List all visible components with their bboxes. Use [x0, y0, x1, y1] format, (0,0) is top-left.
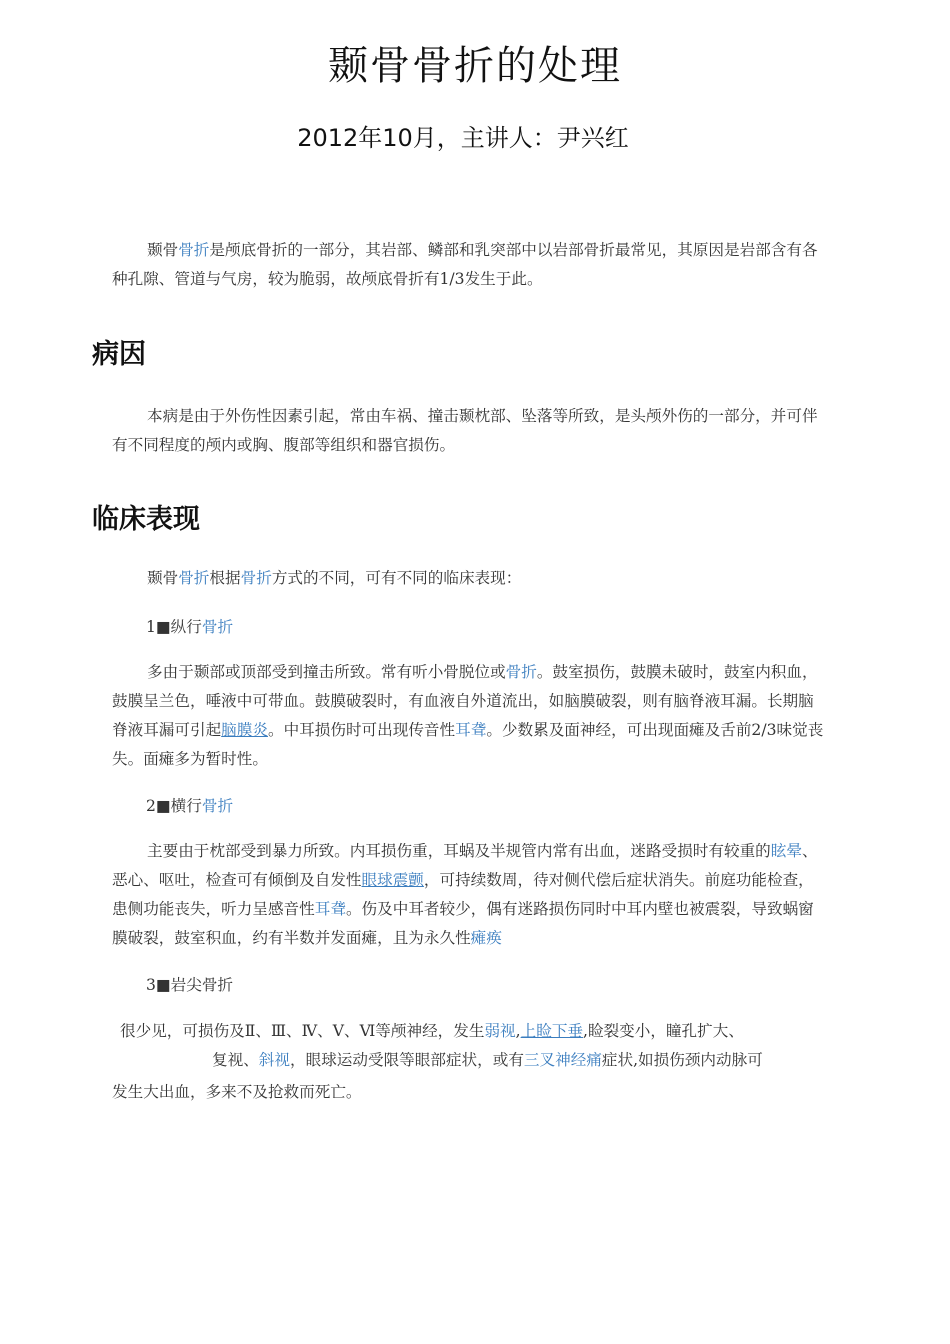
- paragraph-text: 主要由于枕部受到暴力所致。内耳损伤重，耳蜗及半规管内常有出血，迷路受损时有较重的: [147, 842, 771, 860]
- paragraph-text: ，可持续数周，待对侧代偿后症状消失。前庭功能检查，患侧功能丧失，听力呈感音性: [112, 871, 814, 918]
- paragraph-text: 、恶心、呕吐，检查可有倾倒及自发性: [112, 842, 818, 889]
- clinical-intro-text: 方式的不同，可有不同的临床表现：: [271, 569, 522, 587]
- link-fracture[interactable]: 骨折: [201, 797, 234, 815]
- paragraph-text: 多由于颞部或顶部受到撞击所致。常有听小骨脱位或: [147, 663, 506, 681]
- paragraph-text: 。少数累及面神经，可出现面瘫及舌前2/3味觉丧失。面瘫多为暂时性。: [112, 721, 824, 768]
- apex-line-3: 发生大出血，多来不及抢救而死亡。: [112, 1083, 362, 1101]
- clinical-intro-paragraph: [112, 564, 824, 593]
- etiology-paragraph: 本病是由于外伤性因素引起，常由车祸、撞击颞枕部、坠落等所致，是头颅外伤的一部分，并可伴有不同程度的颅内或胸、腹部等组织和器官损伤。: [112, 407, 818, 454]
- link-trigeminal-neuralgia[interactable]: 三叉神经痛: [523, 1051, 602, 1069]
- section-heading-etiology: 病因: [92, 339, 146, 370]
- paragraph-text: 很少见，可损伤及Ⅱ、Ⅲ、Ⅳ、Ⅴ、Ⅵ等颅神经，发生: [120, 1022, 485, 1040]
- paragraph-text: ,睑裂变小，瞳孔扩大、: [583, 1022, 744, 1040]
- link-fracture[interactable]: 骨折: [201, 618, 234, 636]
- link-meningitis[interactable]: 脑膜炎: [221, 721, 268, 739]
- apex-line-1: [120, 1017, 832, 1046]
- link-amblyopia[interactable]: 弱视: [484, 1022, 516, 1040]
- link-nystagmus[interactable]: 眼球震颤: [361, 871, 424, 889]
- subsection-apex-label: 3■岩尖骨折: [146, 976, 234, 994]
- section-heading-clinical: 临床表现: [92, 504, 200, 535]
- link-ptosis[interactable]: 上睑下垂: [520, 1022, 584, 1040]
- clinical-intro-text: 颞骨: [147, 569, 179, 587]
- apex-line-2: [212, 1046, 832, 1075]
- paragraph-text: 。鼓室损伤，鼓膜未破时，鼓室内积血，鼓膜呈兰色，唾液中可带血。鼓膜破裂时，有血液自外道流出，如脑膜破裂，则有脑脊液耳漏。长期脑脊液耳漏可引起: [112, 663, 818, 739]
- document-title: 颞骨骨折的处理: [328, 43, 622, 89]
- intro-text: 颞骨: [147, 241, 179, 259]
- intro-text: 是颅底骨折的一部分，其岩部、鳞部和乳突部中以岩部骨折最常见，其原因是岩部含有各种孔隙、管道与气房，较为脆弱，故颅底骨折有1/3发生于此。: [112, 241, 818, 288]
- link-deafness[interactable]: 耳聋: [314, 900, 346, 918]
- subsection-longitudinal-label: [146, 615, 233, 637]
- paragraph-text: 复视、: [212, 1051, 259, 1069]
- link-paralysis[interactable]: 瘫痪: [470, 929, 502, 947]
- paragraph-text: 症状,如损伤颈内动脉可: [601, 1051, 763, 1069]
- paragraph-text: ,: [515, 1022, 521, 1040]
- transverse-paragraph: [112, 837, 824, 953]
- subsection-label-text: 2■横行: [146, 797, 202, 815]
- paragraph-text: ，眼球运动受限等眼部症状，或有: [290, 1051, 524, 1069]
- link-deafness[interactable]: 耳聋: [455, 721, 487, 739]
- link-fracture[interactable]: 骨折: [240, 569, 272, 587]
- link-fracture[interactable]: 骨折: [178, 569, 210, 587]
- document-subtitle: 2012年10月，主讲人：尹兴红: [297, 124, 629, 152]
- clinical-intro-text: 根据: [209, 569, 241, 587]
- link-vertigo[interactable]: 眩晕: [770, 842, 802, 860]
- paragraph-text: 。伤及中耳者较少，偶有迷路损伤同时中耳内壁也被震裂，导致蜗窗膜破裂，鼓室积血，约有半数并发面瘫，且为永久性: [112, 900, 814, 947]
- subsection-label-text: 1■纵行: [146, 618, 202, 636]
- link-fracture[interactable]: 骨折: [505, 663, 537, 681]
- longitudinal-paragraph: [112, 658, 824, 774]
- intro-paragraph: [112, 236, 824, 294]
- subsection-transverse-label: [146, 794, 233, 816]
- link-strabismus[interactable]: 斜视: [258, 1051, 290, 1069]
- link-fracture[interactable]: 骨折: [178, 241, 210, 259]
- paragraph-text: 。中耳损伤时可出现传音性: [267, 721, 456, 739]
